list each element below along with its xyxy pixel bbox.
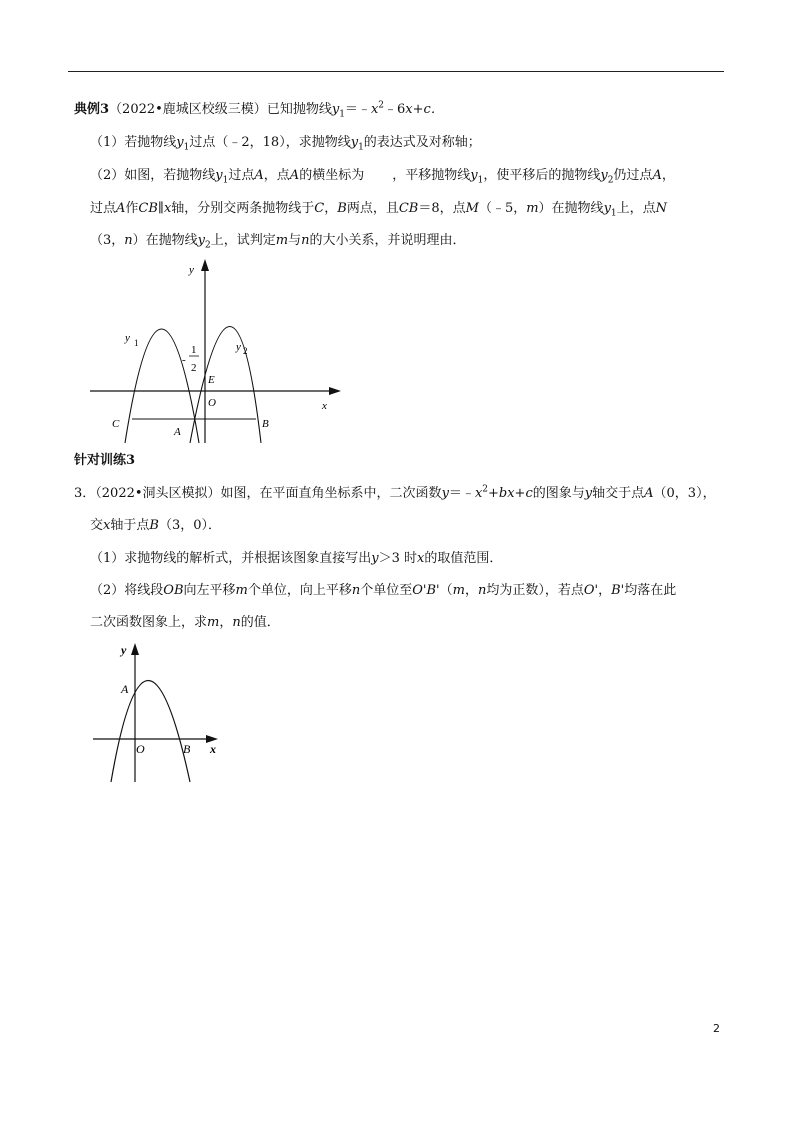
training-stem-line2: 交x轴于点B（3，0）．	[90, 518, 221, 533]
training-question-1: （1）求抛物线的解析式，并根据该图象直接写出y＞3 时x的取值范围．	[90, 551, 503, 566]
fig1-y2-sub: 2	[243, 346, 248, 356]
y-axis-arrow-icon	[201, 259, 209, 271]
example-question-1: （1）若抛物线$y_1$过点（﹣2，18），求抛物线$y_1$的表达式及对称轴；	[90, 135, 481, 153]
training-question-2-line1: （2）将线段OB向左平移m个单位，向上平移n个单位至O'B'（m，n均为正数），若点O'，B'均落在此	[90, 583, 677, 598]
fig1-y2-label: y	[236, 341, 241, 353]
fig2-point-b: B	[183, 742, 191, 756]
fig1-point-a: A	[174, 426, 181, 438]
fig1-point-e: E	[208, 374, 215, 386]
fig1-frac-den: 2	[191, 362, 197, 374]
fig1-minus: -	[182, 354, 186, 366]
fig1-point-c: C	[112, 418, 120, 430]
example-stem: 典例3（2022•鹿城区校级三模）已知抛物线$y_1=﹣x^2﹣6x+c$．	[74, 100, 444, 120]
fig1-frac-num: 1	[191, 344, 197, 356]
fig1-y1-sub: 1	[134, 338, 139, 348]
example-figure	[85, 255, 350, 445]
fig2-origin-o: O	[136, 742, 145, 756]
fig1-origin-o: O	[208, 397, 216, 409]
training-heading: 针对训练3	[74, 453, 136, 468]
example-label: 典例3	[74, 102, 110, 117]
header-rule	[68, 71, 724, 72]
fig1-y1-label: y	[125, 332, 130, 344]
fig2-point-a: A	[121, 682, 129, 696]
fig1-x-label: x	[322, 400, 327, 412]
training-question-2-line2: 二次函数图象上，求m，n的值．	[90, 615, 280, 630]
parabola-y2	[190, 327, 261, 444]
training-figure	[88, 637, 228, 787]
fig1-point-b: B	[262, 418, 269, 430]
example-question-2-line2: 过点A作CB∥x轴，分别交两条抛物线于C，B两点，且CB＝8，点M（﹣5，m）在抛物线$y_1$上，点N	[90, 201, 668, 219]
training-stem-line1: 3．（2022•洞头区模拟）如图，在平面直角坐标系中，二次函数$y=﹣x^2+bx+c$的图象与y轴交于点A（0，3），	[74, 484, 716, 501]
fig2-y-label: y	[121, 643, 127, 657]
x-axis-arrow-icon	[329, 387, 341, 395]
fig2-x-label: x	[210, 742, 216, 756]
example-question-2-line3: （3，n）在抛物线$y_2$上，试判定m与n的大小关系，并说明理由．	[90, 233, 466, 251]
example-source: （2022•鹿城区校级三模）	[109, 102, 267, 117]
fig1-y-label: y	[189, 264, 194, 276]
page-number: 2	[713, 1022, 720, 1035]
y-axis-arrow-icon	[131, 643, 139, 655]
example-question-2-line1: （2）如图，若抛物线$y_1$过点A，点A的横坐标为 ，平移抛物线$y_1$，使平移后的抛物线$y_2$仍过点A，	[90, 168, 675, 186]
